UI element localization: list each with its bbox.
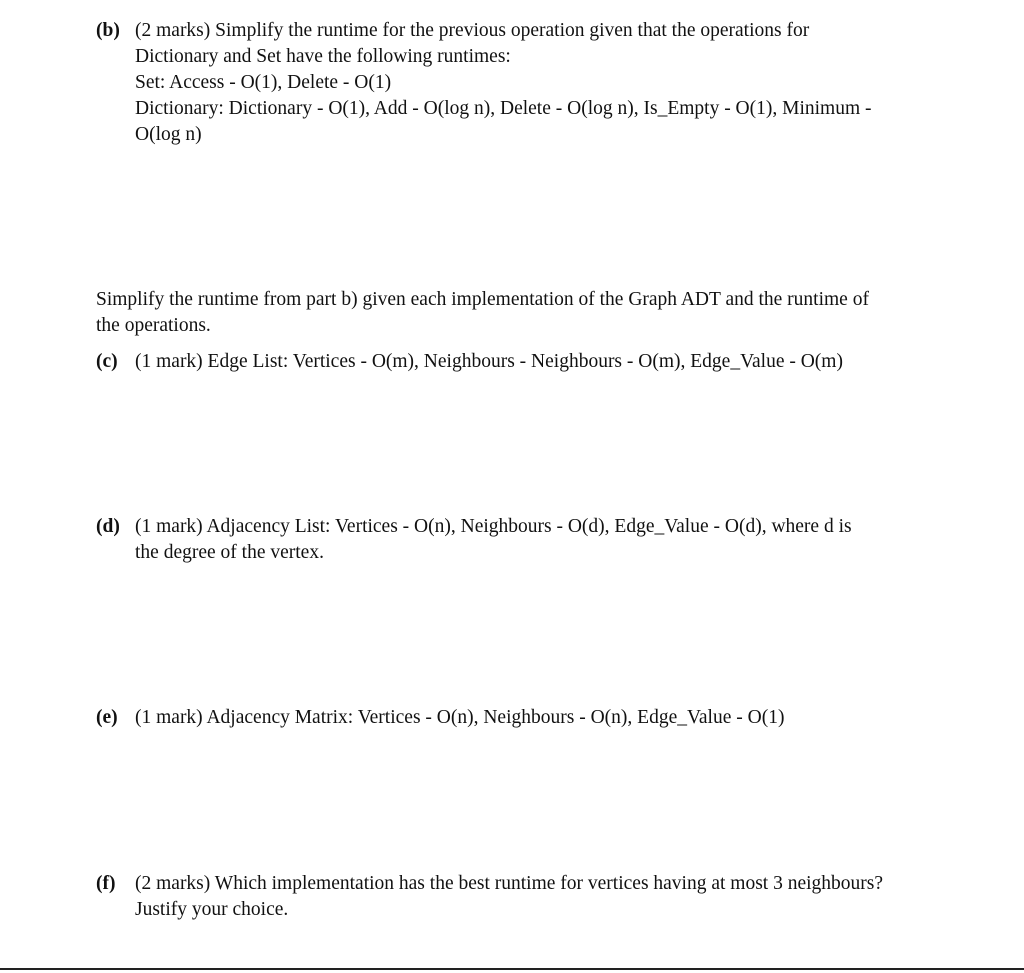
question-c-row: [96, 349, 976, 375]
intro-line-1: Simplify the runtime from part b) given each implementation of the Graph ADT and the runtime of: [96, 289, 869, 310]
question-f: [96, 871, 976, 923]
question-e-body: [135, 705, 976, 731]
question-c: [96, 349, 976, 375]
question-d-line-2: the degree of the vertex.: [135, 542, 324, 563]
question-b-label: (b): [96, 20, 120, 41]
question-b-row: [96, 18, 976, 148]
question-b-line-3: Set: Access - O(1), Delete - O(1): [135, 72, 392, 93]
question-f-body: [135, 871, 976, 923]
question-e-label: (e): [96, 707, 118, 728]
question-d-row: [96, 514, 976, 566]
question-d: [96, 514, 976, 566]
question-d-label: (d): [96, 516, 120, 537]
question-b-line-4: Dictionary: Dictionary - O(1), Add - O(log n), Delete - O(log n), Is_Empty - O(1), Minimum -: [135, 98, 872, 119]
graph-adt-intro: [96, 287, 976, 339]
question-c-line-1: (1 mark) Edge List: Vertices - O(m), Neighbours - Neighbours - O(m), Edge_Value - O(m): [135, 351, 843, 372]
question-e-line-1: (1 mark) Adjacency Matrix: Vertices - O(n), Neighbours - O(n), Edge_Value - O(1): [135, 707, 785, 728]
question-c-body: [135, 349, 976, 375]
intro-line-2: the operations.: [96, 315, 211, 336]
question-b-body: [135, 18, 976, 148]
question-d-body: [135, 514, 976, 566]
bottom-divider: [0, 968, 1024, 970]
question-b: [96, 18, 976, 148]
question-f-label: (f): [96, 873, 116, 894]
question-b-line-5: O(log n): [135, 124, 202, 145]
question-e-row: [96, 705, 976, 731]
question-f-row: [96, 871, 976, 923]
question-b-line-1: (2 marks) Simplify the runtime for the previous operation given that the operations for: [135, 20, 810, 41]
question-b-line-2: Dictionary and Set have the following runtimes:: [135, 46, 511, 67]
question-c-label: (c): [96, 351, 118, 372]
question-f-line-2: Justify your choice.: [135, 899, 289, 920]
question-e: [96, 705, 976, 731]
question-d-line-1: (1 mark) Adjacency List: Vertices - O(n), Neighbours - O(d), Edge_Value - O(d), where d is: [135, 516, 852, 537]
question-f-line-1: (2 marks) Which implementation has the best runtime for vertices having at most 3 neighbours?: [135, 873, 884, 894]
